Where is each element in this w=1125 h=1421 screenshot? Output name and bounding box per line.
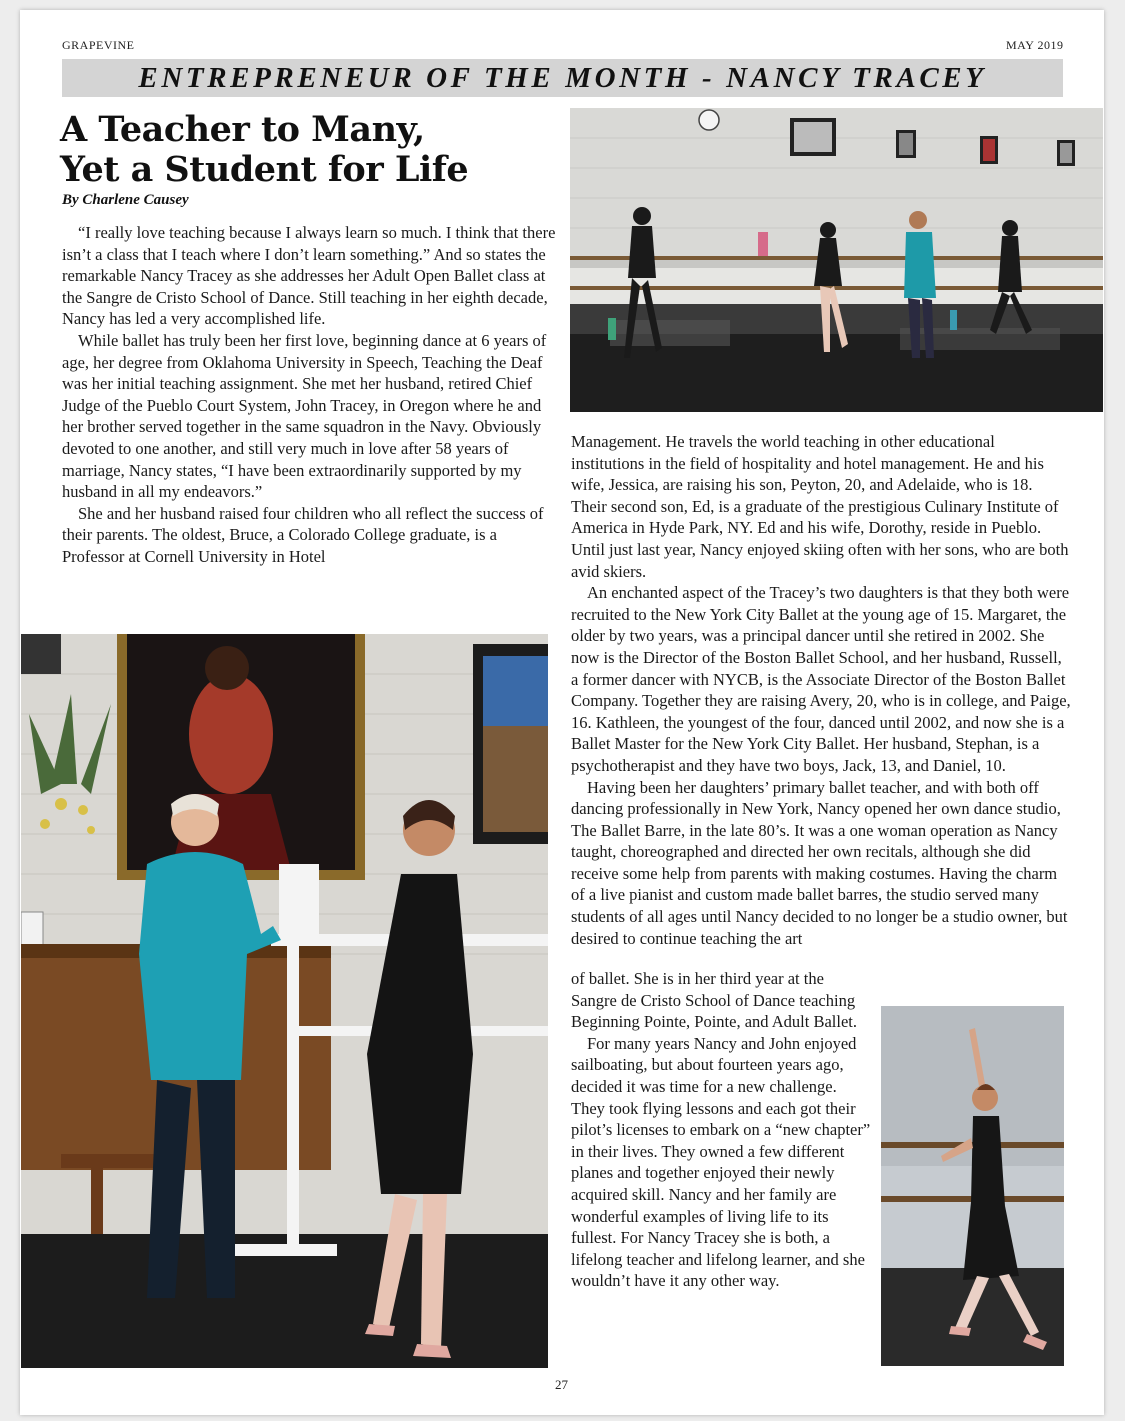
article-column-2 [571, 431, 1071, 949]
photo-ballet-class [570, 108, 1103, 412]
paragraph: She and her husband raised four children who all reflect the success of their parents. The oldest, Bruce, a Colorado College graduate, is a Professor at Cornell University in Hotel [62, 503, 544, 566]
photo-nancy-at-barre [21, 634, 548, 1368]
clock-icon [699, 110, 719, 130]
article-column-3 [571, 968, 871, 1292]
paragraph: For many years Nancy and John enjoyed sailboating, but about fourteen years ago, decided it was time for a new challenge. They took flying lessons and each got their pilot’s licenses to embark on a “new chapter” in their lives. They owned a few different planes and together enjoyed their newly acquired skill. Nancy and her family are wonderful examples of living life to its fullest. For Nancy Tracey she is both, a lifelong teacher and lifelong learner, and she wouldn’t have it any other way. [571, 1033, 871, 1291]
paragraph: An enchanted aspect of the Tracey’s two daughters is that they both were recruited to the New York City Ballet at the young age of 15. Margaret, the older by two years, was a principal dancer until she retired in 2002. She now is the Director of the Boston Ballet School, and her husband, Russell, a former dancer with NYCB, is the Associate Director of the Boston Ballet Company. Together they are raising Avery, 20, who is in college, and Paige, 16. Kathleen, the youngest of the four, danced until 2002, and now she is a Ballet Master for the New York City Ballet. Her husband, Stephan, is a psychotherapist and they have two boys, Jack, 13, and Daniel, 10. [571, 583, 1071, 775]
headline-line-2: Yet a Student for Life [60, 149, 469, 190]
section-banner [62, 59, 1063, 97]
paragraph: of ballet. She is in her third year at the Sangre de Cristo School of Dance teaching Beginning Pointe, Pointe, and Adult Ballet. [571, 969, 857, 1032]
issue-date: MAY 2019 [1006, 38, 1064, 52]
paragraph: While ballet has truly been her first love, beginning dance at 6 years of age, her degree from Oklahoma University in Speech, Teaching the Deaf was her initial teaching assignment. She met her husband, retired Chief Judge of the Pueblo Court System, John Tracey, in Oregon where he and her brother served together in the same squadron in the Navy. Obviously devoted to one another, and still very much in love after 58 years of marriage, Nancy states, “I have been extraordinarily supported by my husband in all my endeavors.” [62, 330, 547, 502]
byline: By Charlene Causey [62, 192, 189, 208]
banner-title: ENTREPRENEUR OF THE MONTH - NANCY TRACEY [138, 61, 987, 94]
paragraph: Having been her daughters’ primary ballet teacher, and with both off dancing professionally in New York, Nancy opened her own dance studio, The Ballet Barre, in the late 80’s. It was a one woman operation as Nancy taught, choreographed and directed her own recitals, although she did receive some help from parents with making costumes. Having the charm of a live pianist and custom made ballet barres, the studio served many students of all ages until Nancy decided to no longer be a studio owner, but desired to continue teaching the art [571, 777, 1068, 948]
article-headline [60, 110, 560, 190]
paragraph: Management. He travels the world teaching in other educational institutions in the field of hospitality and hotel management. He and his wife, Jessica, are raising his son, Peyton, 20, and Adelaide, who is 18. Their second son, Ed, is a graduate of the prestigious Culinary Institute of America in Hyde Park, NY. Ed and his wife, Dorothy, reside in Pueblo. Until just last year, Nancy enjoyed skiing often with her sons, who are both avid skiers. [571, 432, 1069, 581]
article-column-1 [62, 222, 562, 568]
headline-line-1: A Teacher to Many, [60, 109, 425, 150]
publication-name: GRAPEVINE [62, 38, 135, 52]
magazine-page [20, 10, 1104, 1415]
photo-dancer-pose [881, 1006, 1064, 1366]
paragraph: “I really love teaching because I always learn so much. I think that there isn’t a class that I teach where I don’t learn something.” And so states the remarkable Nancy Tracey as she addresses her Adult Open Ballet class at the Sangre de Cristo School of Dance. Still teaching in her eighth decade, Nancy has led a very accomplished life. [62, 223, 556, 329]
page-number: 27 [555, 1377, 568, 1392]
